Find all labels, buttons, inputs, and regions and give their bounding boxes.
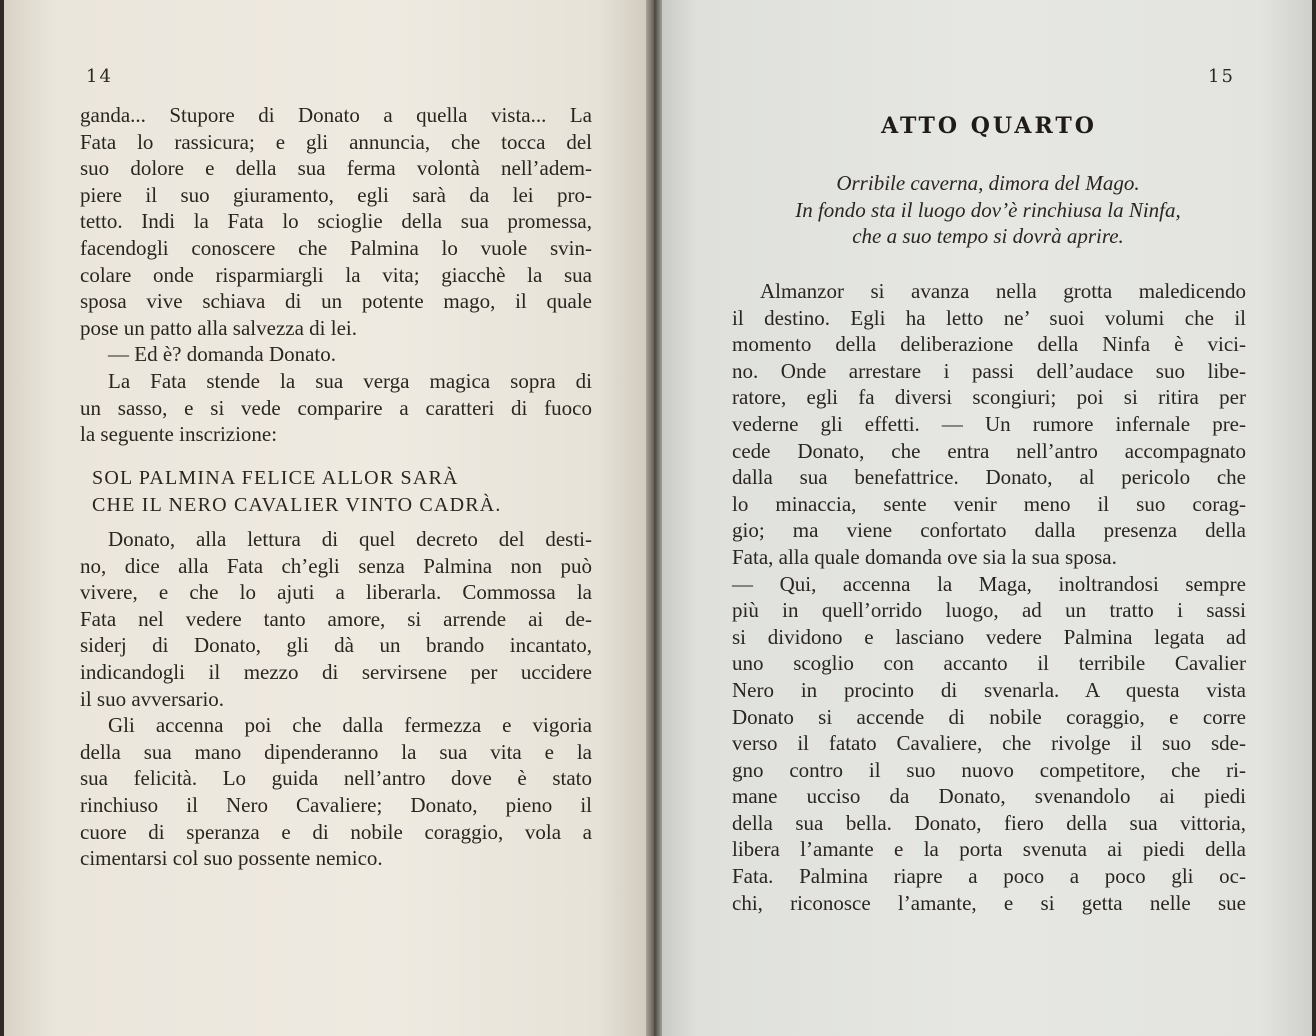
text-line: facendogli conoscere che Palmina lo vuole svin-: [80, 235, 592, 260]
text-line: cimentarsi col suo possente nemico.: [80, 846, 383, 871]
text-line: Fata. Palmina riapre a poco a poco gli oc-: [732, 864, 1246, 889]
text-line: lo minaccia, sente venir meno il suo corag-: [732, 491, 1246, 516]
text-line: rinchiuso il Nero Cavaliere; Donato, pieno il: [80, 792, 592, 817]
text-line: indicandogli il mezzo di servirsene per uccidere: [80, 659, 592, 684]
left-text-lower: [80, 526, 592, 872]
left-text-upper: [80, 102, 592, 448]
text-line: sposa vive schiava di un potente mago, il quale: [80, 289, 592, 314]
text-line: si dividono e lasciano vedere Palmina legata ad: [732, 624, 1246, 649]
right-text: [732, 278, 1246, 916]
text-line: sua felicità. Lo guida nell’antro dove è stato: [80, 766, 592, 791]
text-line: uno scoglio con accanto il terribile Cavalier: [732, 651, 1246, 676]
text-line: tetto. Indi la Fata lo scioglie della sua promessa,: [80, 209, 592, 234]
text-line: mane ucciso da Donato, svenandolo ai piedi: [732, 784, 1246, 809]
text-line: no, dice alla Fata ch’egli senza Palmina non può: [80, 553, 592, 578]
text-line: momento della deliberazione della Ninfa è vici-: [732, 332, 1246, 357]
page-number-left: 14: [86, 66, 113, 87]
text-line: cede Donato, che entra nell’antro accompagnato: [732, 438, 1246, 463]
text-line: Fata lo rassicura; e gli annuncia, che tocca del: [80, 129, 592, 154]
text-line: vederne gli effetti. — Un rumore infernale pre-: [732, 411, 1246, 436]
text-line: dalla sua benefattrice. Donato, al pericolo che: [732, 465, 1246, 490]
text-line: Nero in procinto di svenarla. A questa vista: [732, 677, 1246, 702]
text-line: il suo avversario.: [80, 686, 225, 711]
text-line: la seguente inscrizione:: [80, 422, 278, 447]
text-line: Fata nel vedere tanto amore, si arrende ai de-: [80, 606, 592, 631]
act-heading: ATTO QUARTO: [881, 113, 1097, 139]
text-line: piere il suo giuramento, egli sarà da lei pro-: [80, 182, 592, 207]
text-line: colare onde risparmiargli la vita; giacchè la sua: [80, 262, 592, 287]
text-line: La Fata stende la sua verga magica sopra di: [108, 368, 592, 393]
text-line: chi, riconosce l’amante, e si getta nelle sue: [732, 890, 1246, 915]
book-gutter: [646, 0, 662, 1036]
text-line: vivere, e che lo ajuti a liberarla. Commossa la: [80, 580, 592, 605]
text-line: un sasso, e si vede comparire a caratteri di fuoco: [80, 395, 592, 420]
text-line: no. Onde arrestare i passi dell’audace suo libe-: [732, 358, 1246, 383]
text-line: Almanzor si avanza nella grotta maledicendo: [760, 279, 1246, 303]
page-number-right: 15: [1208, 66, 1235, 87]
text-line: il destino. Egli ha letto ne’ suoi volumi che il: [732, 305, 1246, 330]
text-line: Gli accenna poi che dalla fermezza e vigoria: [108, 713, 592, 738]
text-line: gio; ma viene confortato dalla presenza della: [732, 518, 1246, 543]
text-line: cuore di speranza e di nobile coraggio, vola a: [80, 819, 592, 844]
text-line: pose un patto alla salvezza di lei.: [80, 315, 357, 340]
text-line: gno contro il suo nuovo competitore, che ri-: [732, 757, 1246, 782]
text-line: della sua bella. Donato, fiero della sua vittoria,: [732, 810, 1246, 835]
text-line: ganda... Stupore di Donato a quella vista... La: [80, 103, 592, 127]
inscription-line: SOL PALMINA FELICE ALLOR SARÀ: [92, 467, 459, 489]
scene-description: [718, 170, 1258, 250]
text-line: Fata, alla quale domanda ove sia la sua sposa.: [732, 544, 1117, 569]
scene-line: che a suo tempo si dovrà aprire.: [852, 224, 1124, 248]
text-line: suo dolore e della sua ferma volontà nell’adem-: [80, 156, 592, 181]
text-line: siderj di Donato, gli dà un brando incantato,: [80, 633, 592, 658]
fire-inscription: [92, 465, 572, 519]
text-line: della sua mano dipenderanno la sua vita e la: [80, 739, 592, 764]
text-line: verso il fatato Cavaliere, che rivolge il suo sde-: [732, 731, 1246, 756]
text-line: — Qui, accenna la Maga, inoltrandosi sempre: [732, 571, 1246, 596]
scene-line: In fondo sta il luogo dov’è rinchiusa la Ninfa,: [795, 197, 1181, 222]
scene-line: Orribile caverna, dimora del Mago.: [836, 171, 1140, 195]
text-line: ratore, egli fa diversi scongiuri; poi si ritira per: [732, 385, 1246, 410]
text-line: libera l’amante e la porta svenuta ai piedi della: [732, 837, 1246, 862]
text-line: Donato, alla lettura di quel decreto del desti-: [108, 527, 592, 551]
dialogue-line: — Ed è? domanda Donato.: [108, 342, 337, 367]
inscription-line: CHE IL NERO CAVALIER VINTO CADRÀ.: [92, 494, 502, 516]
text-line: Donato si accende di nobile coraggio, e corre: [732, 704, 1246, 729]
text-line: più in quell’orrido luogo, ad un tratto i sassi: [732, 598, 1246, 623]
